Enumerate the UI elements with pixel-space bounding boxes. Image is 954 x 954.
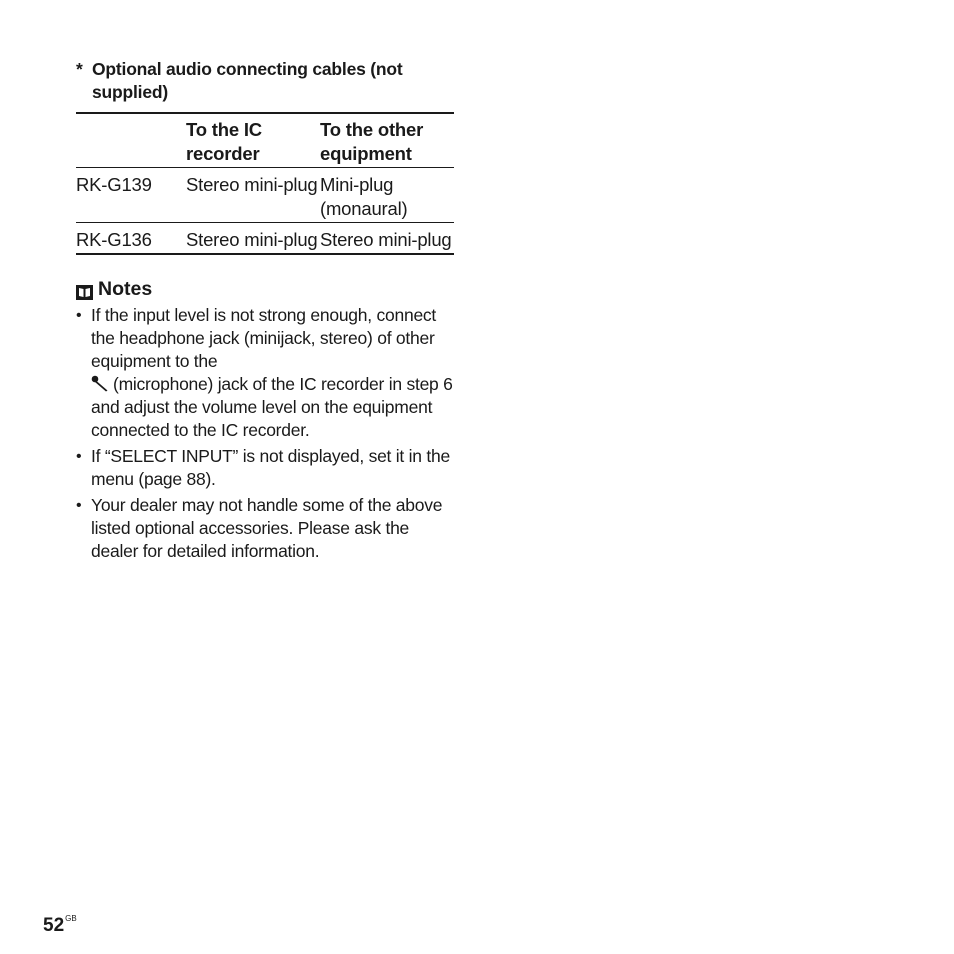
cell-to-other-equipment: Stereo mini-plug bbox=[320, 229, 452, 250]
note-text: If the input level is not strong enough, connect the headphone jack (minijack, stereo) of other equipment to the bbox=[91, 305, 437, 371]
notes-heading bbox=[76, 277, 454, 301]
table-row bbox=[76, 223, 454, 255]
list-item bbox=[76, 494, 454, 563]
header-to-ic-recorder: To the IC recorder bbox=[186, 119, 262, 164]
cell-to-ic-recorder: Stereo mini-plug bbox=[186, 229, 318, 250]
bullet: • bbox=[76, 448, 82, 465]
bullet: • bbox=[76, 307, 82, 324]
bullet: • bbox=[76, 497, 82, 514]
table-header-row bbox=[76, 113, 454, 168]
cell-model: RK-G136 bbox=[76, 229, 152, 250]
note-text: Your dealer may not handle some of the above listed optional accessories. Please ask the dealer for detailed information. bbox=[91, 495, 443, 561]
table-row bbox=[76, 168, 454, 223]
note-icon bbox=[76, 282, 93, 297]
cell-model: RK-G139 bbox=[76, 174, 152, 195]
notes-title: Notes bbox=[98, 278, 153, 300]
cell-to-other-equipment: Mini-plug (monaural) bbox=[320, 174, 408, 219]
footnote bbox=[76, 58, 454, 104]
page-number-value: 52 bbox=[43, 915, 65, 936]
notes-list bbox=[76, 304, 454, 563]
microphone-icon bbox=[91, 375, 110, 392]
page-number-suffix: GB bbox=[65, 914, 77, 923]
note-text: (microphone) jack of the IC recorder in step 6 and adjust the volume level on the equipment connected to the IC recorder. bbox=[91, 374, 453, 440]
cell-to-ic-recorder: Stereo mini-plug bbox=[186, 174, 318, 195]
header-model bbox=[76, 113, 186, 168]
page-number bbox=[43, 907, 77, 938]
header-to-other-equipment: To the other equipment bbox=[320, 119, 424, 164]
footnote-text: Optional audio connecting cables (not supplied) bbox=[92, 59, 403, 102]
list-item bbox=[76, 304, 454, 442]
content-column bbox=[76, 58, 454, 566]
cable-table bbox=[76, 112, 454, 255]
note-text: If “SELECT INPUT” is not displayed, set it in the menu (page 88). bbox=[91, 446, 450, 489]
footnote-marker: * bbox=[76, 59, 83, 79]
list-item bbox=[76, 445, 454, 491]
